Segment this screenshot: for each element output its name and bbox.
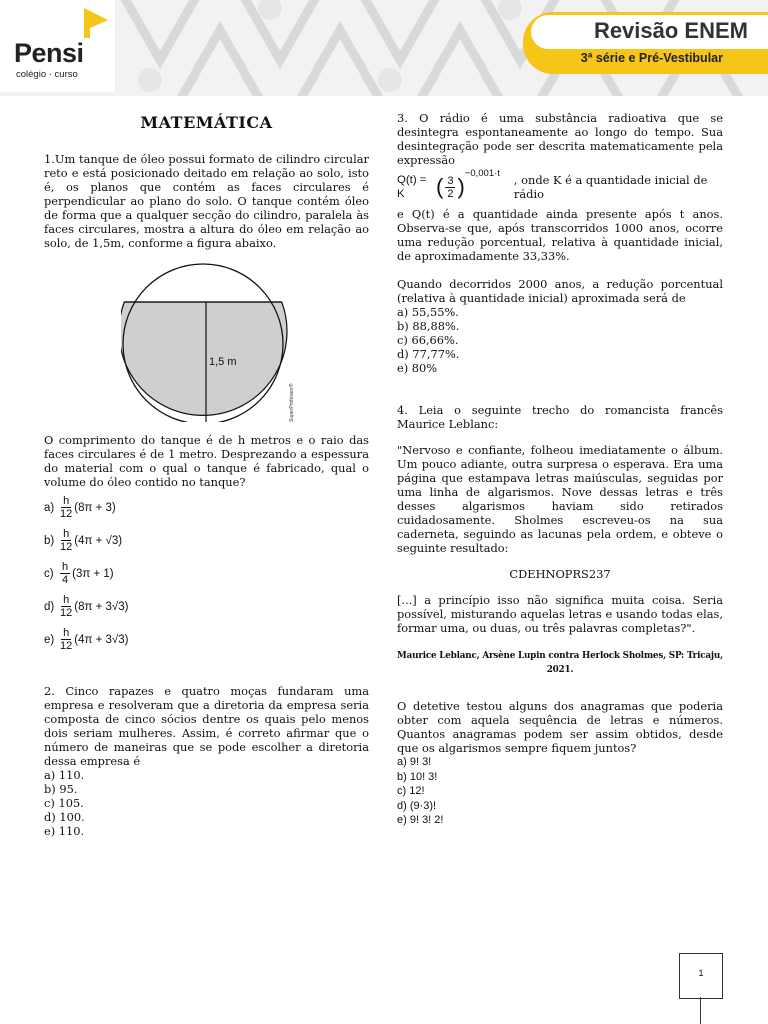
q4-option-c[interactable]: c) 12!: [397, 785, 425, 797]
q3-text2: e Q(t) é a quantidade ainda presente após t anos. Observa-se que, após transcorridos 1000 anos, ocorre uma redução porcentual, relativa à quantidade inicial, de aproximadamente 33,33%.: [397, 207, 723, 263]
subject-title: MATEMÁTICA: [140, 113, 273, 132]
q2-option-a[interactable]: a) 110.: [44, 768, 85, 782]
q3-option-c[interactable]: c) 66,66%.: [397, 333, 459, 347]
page-number-line: [700, 997, 701, 1024]
q1-option-d[interactable]: d) $\frac{h}{12}$ (8π + 3√3): [44, 594, 129, 619]
q1-text: 1.Um tanque de óleo possui formato de cilindro circular reto e está posicionado deitado em relação ao solo, isto é, os planos que contém as faces circulares é perpendicular ao plano do solo. O tanque contém óleo de forma que a qualquer secção do cilindro, paralela às faces circulares, mostra a altura do óleo em relação ao solo, de 1,5m, conforme a figura abaixo.: [44, 152, 369, 250]
q4-question: O detetive testou alguns dos anagramas que poderia obter com aquela sequência de letras e números. Quantos anagramas podem ser assim obtidos, desde que os algarismos sempre fiquem juntos?: [397, 699, 723, 755]
q3-option-a[interactable]: a) 55,55%.: [397, 305, 459, 319]
q2-option-b[interactable]: b) 95.: [44, 782, 78, 796]
q1-option-b[interactable]: b) $\frac{h}{12}$ (4π + √3): [44, 528, 123, 553]
q4-quote2: [...] a princípio isso não significa muita coisa. Seria possível, misturando aquelas letras e usando todas elas, formar uma, ou duas, ou três palavras completas?".: [397, 593, 723, 635]
logo-area: [0, 0, 115, 92]
tank-cross-section-figure: [121, 262, 301, 422]
badge-subtitle: 3ª série e Pré-Vestibular: [580, 51, 723, 65]
figure-height-label: 1,5 m: [209, 356, 237, 368]
q2-option-c[interactable]: c) 105.: [44, 796, 84, 810]
q4-option-e[interactable]: e) 9! 3! 2!: [397, 814, 444, 826]
q1-option-e[interactable]: e) $\frac{h}{12}$ (4π + 3√3): [44, 627, 129, 652]
q4-quote: "Nervoso e confiante, folheou imediatamente o álbum. Um pouco adiante, outra surpresa o esperava. Era uma página que estampava letras maiúsculas, seguidas por uma linha de algarismos. Nove dessas letras e três desses algarismos haviam sido retirados cuidadosamente. Sholmes escreveu-os na sua caderneta, seguindo as lacunas pela ordem, e obteve o seguinte resultado:: [397, 443, 723, 555]
q1-option-c[interactable]: c) $\frac{h}{4}$ (3π + 1): [44, 561, 114, 586]
q3-question: Quando decorridos 2000 anos, a redução porcentual (relativa à quantidade inicial) aproximada será de: [397, 277, 723, 305]
q3-option-e[interactable]: e) 80%: [397, 361, 438, 375]
q1-question: O comprimento do tanque é de h metros e o raio das faces circulares é de 1 metro. Desprezando a espessura do material com o qual o tanque é fabricado, qual o volume do óleo contido no tanque?: [44, 433, 369, 489]
right-column: [397, 111, 723, 828]
q2-option-e[interactable]: e) 110.: [44, 824, 85, 838]
q4-options: [397, 755, 723, 828]
page-header: [0, 0, 768, 96]
figure-credit: SuperProfessor®: [289, 383, 295, 422]
q4-intro: 4. Leia o seguinte trecho do romancista francês Maurice Leblanc:: [397, 403, 723, 431]
q3-option-d[interactable]: d) 77,77%.: [397, 347, 460, 361]
q4-code: CDEHNOPRS237: [509, 567, 611, 581]
q3-options: [397, 305, 723, 375]
q3-formula: Q(t) = K ( $\frac{3}{2}$ ) −0,001·t , onde K é a quantidade inicial de rádio: [397, 168, 708, 201]
logo-subtitle: colégio · curso: [16, 69, 78, 80]
q1-option-a[interactable]: a) $\frac{h}{12}$ (8π + 3): [44, 495, 116, 520]
q4-citation: Maurice Leblanc, Arsène Lupin contra Herlock Sholmes, SP: Tricaju, 2021.: [397, 651, 723, 675]
badge-title: Revisão ENEM: [593, 18, 748, 43]
page-number: 1: [698, 968, 704, 978]
q4-option-b[interactable]: b) 10! 3!: [397, 770, 438, 783]
q2-text: 2. Cinco rapazes e quatro moças fundaram uma empresa e resolveram que a diretoria da empresa seria composta de cinco sócios dentre os quais pelo menos dois seriam mulheres. Assim, é correto afirmar que o número de maneiras que se pode escolher a diretoria dessa empresa é: [44, 684, 369, 768]
q4-option-a[interactable]: a) 9! 3!: [397, 756, 432, 768]
q3-option-b[interactable]: b) 88,88%.: [397, 319, 460, 333]
q3-intro: 3. O rádio é uma substância radioativa que se desintegra espontaneamente ao longo do tempo. Sua desintegração pode ser descrita matematicamente pela expressão: [397, 111, 723, 167]
left-column: [44, 112, 369, 838]
pensi-logo-mark-icon: [82, 6, 110, 40]
q4-option-d[interactable]: d) (9·3)!: [397, 799, 437, 812]
q2-option-d[interactable]: d) 100.: [44, 810, 85, 824]
logo-name: Pensi: [14, 38, 84, 68]
page-number-box: [679, 953, 723, 999]
q1-options: [44, 491, 369, 656]
q2-options: [44, 768, 369, 838]
